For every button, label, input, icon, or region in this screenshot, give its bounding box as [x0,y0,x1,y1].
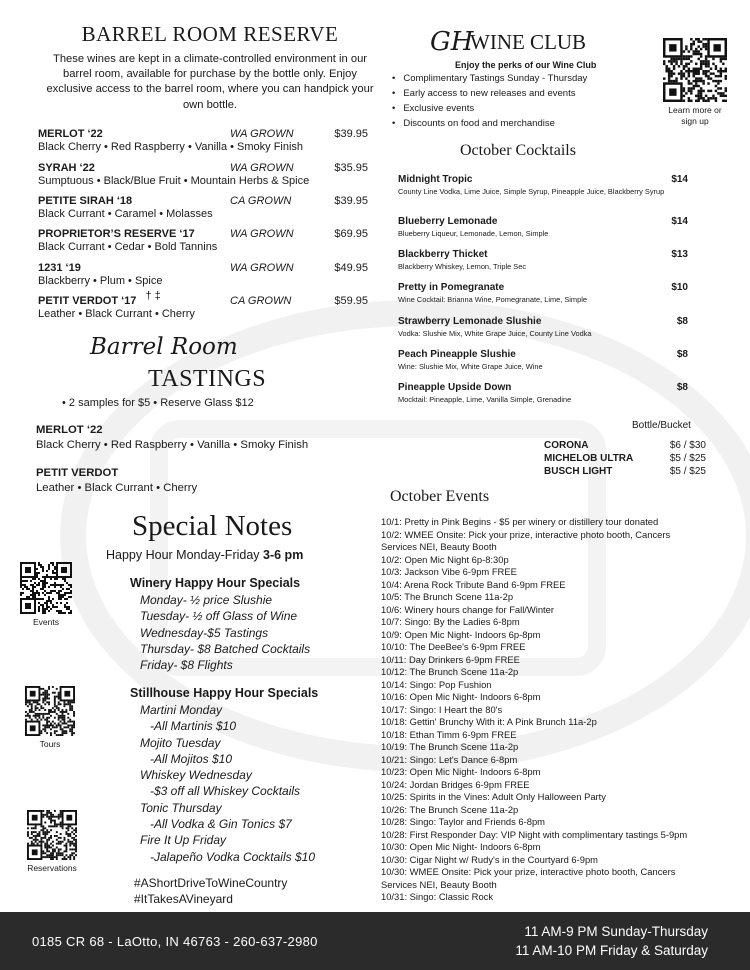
beer-price: $5 / $25 [669,466,706,477]
cocktail-description: Blackberry Whiskey, Lemon, Triple Sec [398,262,527,271]
stillhouse-specials-list [140,702,315,865]
wine-club-qr[interactable] [660,38,730,127]
perk-text: Complimentary Tastings Sunday - Thursday [403,73,588,84]
cocktail-name: Peach Pineapple Slushie [398,349,516,360]
cocktail-name: Blueberry Lemonade [398,216,498,227]
event-item: 10/2: WMEE Onsite: Pick your prize, interactive photo booth, Cancers Services NEI, Beauty Booth [381,528,671,552]
stillhouse-special-item: -All Vodka & Gin Tonics $7 [140,817,292,832]
tasting-wine-notes: Leather • Black Currant • Cherry [36,482,198,494]
tastings-title: TASTINGS [148,366,267,392]
cocktail-price: $10 [671,282,688,293]
event-item: 10/24: Jordan Bridges 6-9pm FREE [381,778,530,790]
wine-name: PROPRIETOR’S RESERVE ‘17 [38,228,195,240]
wine-origin: CA GROWN [230,295,292,307]
cocktail-name: Strawberry Lemonade Slushie [398,316,542,327]
hashtag: #ItTakesAVineyard [134,892,233,906]
wine-club-title: WINE CLUB [470,30,587,54]
footer-hours [515,922,708,960]
wine-name: PETIT VERDOT ‘17 [38,295,137,307]
cocktail-name: Pretty in Pomegranate [398,282,505,293]
hashtags [134,875,287,907]
cocktail-name: Midnight Tropic [398,174,473,185]
reservations-qr[interactable] [22,810,82,873]
wine-club-perk [392,101,587,116]
cocktail-item [398,349,688,372]
cocktail-description: Wine Cocktail: Brianna Wine, Pomegranate, Lime, Simple [398,295,587,304]
event-item: 10/16: Open Mic Night- Indoors 6-8pm [381,691,541,702]
stillhouse-special-item: -All Mojitos $10 [140,751,233,766]
happy-hour-line [106,548,303,562]
wine-name: MERLOT ‘22 [38,128,103,140]
cocktail-price: $14 [671,216,688,227]
event-item: 10/26: The Brunch Scene 11a-2p [381,803,519,815]
perk-text: Early access to new releases and events [403,88,576,99]
hashtag: #AShortDriveToWineCountry [134,876,288,890]
wine-price: $69.95 [334,228,368,240]
barrel-wine-item [38,290,368,320]
beer-price: $5 / $25 [669,453,706,464]
wine-club-qr-code[interactable] [663,38,727,102]
stillhouse-special-item: -$3 off all Whiskey Cocktails [140,784,301,799]
wine-origin: CA GROWN [230,195,292,207]
footer-bar [0,912,750,970]
wine-price: $39.95 [334,195,368,207]
wine-notes: Blackberry • Plum • Spice [38,274,163,287]
wine-price: $39.95 [334,128,368,140]
event-item: 10/9: Open Mic Night- Indoors 6p-8pm [381,628,541,640]
event-item: 10/17: Singo: I Heart the 80's [381,703,503,715]
cocktail-item [398,316,688,339]
barrel-wine-item [38,128,368,153]
barrel-wine-item [38,228,368,253]
cocktail-name: Pineapple Upside Down [398,382,512,393]
stillhouse-specials-title: Stillhouse Happy Hour Specials [130,686,319,700]
event-item: 10/31: Singo: Classic Rock [381,891,494,902]
winery-special-item: Tuesday- ½ off Glass of Wine [140,609,298,624]
tours-qr[interactable] [25,686,75,749]
wine-origin: WA GROWN [230,162,294,174]
footer-address: 0185 CR 68 - LaOtto, IN 46763 - 260-637-2980 [32,934,318,949]
wine-origin: WA GROWN [230,262,294,274]
wine-club-perk [392,86,587,101]
barrel-wine-item [38,262,368,287]
events-qr[interactable] [20,562,72,627]
winery-specials-list [140,592,310,673]
event-item: 10/30: Open Mic Night- Indoors 6-8pm [381,841,541,852]
wine-name: 1231 ‘19 [38,262,81,274]
cocktail-item [398,382,688,405]
stillhouse-special-item: -All Martinis $10 [140,719,237,734]
cocktail-description: Blueberry Liqueur, Lemonade, Lemon, Simple [398,229,549,238]
event-item: 10/30: WMEE Onsite: Pick your prize, interactive photo booth, Cancers Services NEI, Beauty Booth [381,866,676,890]
barrel-wine-item [38,195,368,220]
event-item: 10/23: Open Mic Night- Indoors 6-8pm [381,766,541,777]
wine-club-perk [392,71,587,86]
barrel-room-intro: These wines are kept in a climate-controlled environment in our barrel room, available for purchase by the bottle only. Enjoy exclusive access to the barrel room, where you can handpick your own bottle. [46,53,374,111]
wine-price: $49.95 [334,262,368,274]
wine-club-perks [392,71,587,131]
event-item: 10/11: Day Drinkers 6-9pm FREE [381,653,520,665]
event-item: 10/14: Singo: Pop Fushion [381,678,492,690]
event-item: 10/28: Singo: Taylor and Friends 6-8pm [381,816,545,827]
wine-origin: WA GROWN [230,128,294,140]
beer-name: BUSCH LIGHT [544,466,613,477]
wine-notes: Leather • Black Currant • Cherry [38,307,195,320]
cocktail-description: Vodka: Slushie Mix, White Grape Juice, County Line Vodka [398,329,592,338]
cocktail-price: $13 [671,249,688,260]
beer-item [544,452,706,465]
event-item: 10/7: Singo: By the Ladies 6-8pm [381,616,520,627]
wine-notes: Black Cherry • Red Raspberry • Vanilla • Smoky Finish [38,140,304,153]
event-item: 10/28: First Responder Day: VIP Night with complimentary tastings 5-9pm [381,828,688,840]
event-item: 10/18: Ethan Timm 6-9pm FREE [381,728,517,740]
stillhouse-special-item: -Jalapeño Vodka Cocktails $10 [140,849,315,864]
wine-price: $59.95 [334,295,368,307]
reservations-qr-caption: Reservations [27,863,77,873]
cocktail-item [398,249,688,272]
event-item: 10/19: The Brunch Scene 11a-2p [381,741,519,752]
beer-price: $6 / $30 [669,440,706,451]
tours-qr-code[interactable] [25,686,75,736]
wine-marks: † ‡ [145,290,161,302]
winery-special-item: Friday- $8 Flights [140,658,233,673]
wine-club-qr-caption: Learn more or sign up [668,105,722,126]
event-item: 10/10: The DeeBee's 6-9pm FREE [381,641,526,652]
happy-hour-time: 3-6 pm [263,548,304,562]
wine-club-perk [392,116,587,131]
event-item: 10/1: Pretty in Pink Begins - $5 per winery or distillery tour donated [381,516,659,527]
cocktail-price: $8 [676,382,688,393]
tasting-wine-name: PETIT VERDOT [36,467,119,479]
tasting-wine [36,466,197,496]
wine-notes: Black Currant • Cedar • Bold Tannins [38,240,218,253]
event-item: 10/25: Spirits in the Vines: Adult Only Halloween Party [381,791,606,802]
cocktail-item [398,216,688,239]
tastings-script-title: Barrel Room [90,334,238,360]
cocktail-price: $14 [671,174,688,185]
bottle-bucket-header: Bottle/Bucket [632,420,691,431]
footer-hours-line: 11 AM-10 PM Friday & Saturday [515,943,708,958]
winery-special-item: Wednesday-$5 Tastings [140,625,269,640]
stillhouse-special-item: Martini Monday [140,703,223,717]
winery-special-item: Thursday- $8 Batched Cocktails [140,641,311,656]
wine-notes: Sumptuous • Black/Blue Fruit • Mountain Herbs & Spice [38,174,310,187]
event-item: 10/3: Jackson Vibe 6-9pm FREE [381,566,517,577]
tours-qr-caption: Tours [39,739,61,749]
stillhouse-special-item: Whiskey Wednesday [140,768,252,783]
wine-origin: WA GROWN [230,228,294,240]
perk-text: Exclusive events [403,103,475,114]
tasting-wine-notes: Black Cherry • Red Raspberry • Vanilla • Smoky Finish [36,439,309,451]
happy-hour-text: Happy Hour Monday-Friday [106,548,264,562]
event-item: 10/21: Singo: Let's Dance 6-8pm [381,753,518,765]
cocktail-description: County Line Vodka, Lime Juice, Simple Syrup, Pineapple Juice, Blackberry Syrup [398,187,665,196]
footer-hours-line: 11 AM-9 PM Sunday-Thursday [524,924,708,939]
cocktail-price: $8 [676,316,688,327]
stillhouse-special-item: Tonic Thursday [140,800,222,815]
cocktail-description: Mocktail: Pineapple, Lime, Vanilla Simple, Grenadine [398,395,572,404]
stillhouse-special-item: Mojito Tuesday [140,735,221,750]
wine-club-subtitle: Enjoy the perks of our Wine Club [455,60,597,70]
event-item: 10/12: The Brunch Scene 11a-2p [381,666,519,677]
beer-item [544,439,706,452]
event-item: 10/18: Gettin' Brunchy With it: A Pink Brunch 11a-2p [381,716,597,727]
cocktail-description: Wine: Slushie Mix, White Grape Juice, Wine [398,362,543,371]
wine-name: PETITE SIRAH ‘18 [38,195,133,207]
gh-monogram-logo: GH [430,27,474,57]
wine-price: $35.95 [334,162,368,174]
cocktail-name: Blackberry Thicket [398,249,488,260]
tasting-wine [36,423,308,453]
cocktail-item [398,174,688,197]
special-notes-title: Special Notes [132,510,293,542]
event-item: 10/4: Arena Rock Tribute Band 6-9pm FREE [381,578,566,590]
events-list [381,516,701,904]
event-item: 10/30: Cigar Night w/ Rudy's in the Courtyard 6-9pm [381,853,598,865]
beer-name: MICHELOB ULTRA [544,453,634,464]
perk-text: Discounts on food and merchandise [403,118,555,129]
reservations-qr-code[interactable] [27,810,77,860]
beer-name: CORONA [544,440,589,451]
wine-notes: Black Currant • Caramel • Molasses [38,207,213,220]
event-item: 10/5: The Brunch Scene 11a-2p [381,591,514,602]
tasting-wine-name: MERLOT ‘22 [36,424,103,436]
barrel-room-title: BARREL ROOM RESERVE [81,22,339,46]
beer-item [544,465,706,478]
stillhouse-special-item: Fire It Up Friday [140,833,227,848]
events-qr-code[interactable] [20,562,72,614]
barrel-wine-item [38,162,368,187]
wine-name: SYRAH ‘22 [38,162,95,174]
october-cocktails-title: October Cocktails [460,142,576,159]
october-events-title: October Events [390,488,490,505]
event-item: 10/6: Winery hours change for Fall/Winter [381,603,554,615]
tastings-offer: • 2 samples for $5 • Reserve Glass $12 [62,397,254,409]
cocktail-price: $8 [676,349,688,360]
event-item: 10/2: Open Mic Night 6p-8:30p [381,553,509,565]
events-qr-caption: Events [33,617,59,627]
winery-specials-title: Winery Happy Hour Specials [130,576,301,590]
cocktail-item [398,282,688,305]
winery-special-item: Monday- ½ price Slushie [140,593,273,607]
